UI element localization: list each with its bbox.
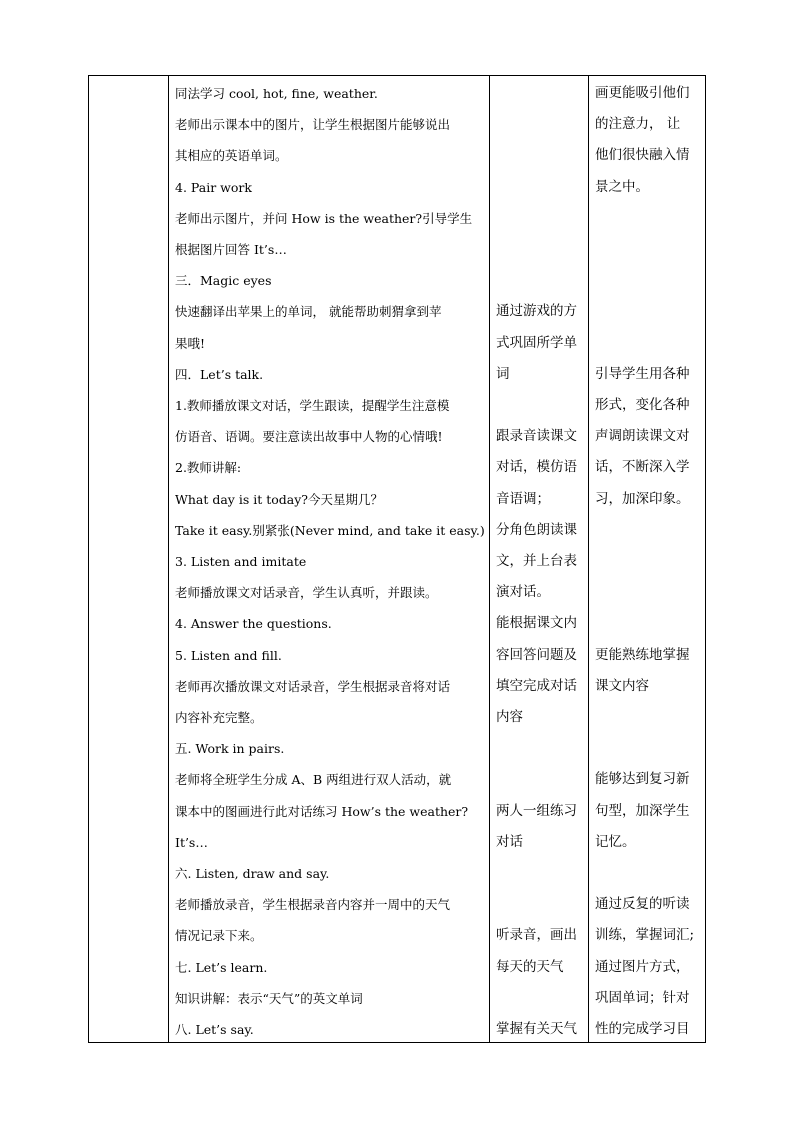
text-line: 分角色朗读课 — [496, 521, 577, 538]
text-line: 更能熟练地掌握 — [595, 646, 690, 663]
text-line: 情况记录下来。 — [175, 928, 263, 944]
text-line: 通过游戏的方 — [496, 303, 577, 320]
text-line: 内容 — [496, 709, 523, 725]
text-line: 景之中。 — [595, 178, 649, 195]
text-line: 跟录音读课文 — [496, 428, 577, 445]
text-line: 性的完成学习目 — [595, 1021, 690, 1037]
text-line: 句型，加深学生 — [595, 802, 690, 819]
text-line: 老师出示图片，并问 How is the weather?引导学生 — [175, 210, 473, 226]
text-line: 3. Listen and imitate — [175, 554, 307, 569]
text-line: 内容补充完整。 — [175, 710, 263, 725]
text-line: 能根据课文内 — [496, 615, 577, 632]
text-line: 听录音，画出 — [496, 927, 577, 944]
text-line: What day is it today?今天星期几？ — [175, 491, 383, 507]
text-line: 声调朗读课文对 — [595, 428, 690, 445]
text-line: 三．Magic eyes — [175, 273, 272, 289]
text-line: 5. Listen and fill. — [175, 647, 282, 663]
text-line: 能够达到复习新 — [595, 771, 690, 788]
text-line: 其相应的英语单词。 — [175, 148, 288, 164]
text-line: 训练，掌握词汇; — [595, 927, 695, 944]
text-line: 七. Let’s learn. — [175, 959, 268, 975]
text-line: 课本中的图画进行此对话练习 How’s the weather? — [175, 803, 469, 819]
lesson-plan-table — [88, 75, 706, 1043]
text-line: 八. Let’s say. — [175, 1022, 254, 1037]
text-line: 2.教师讲解: — [175, 460, 242, 476]
text-line: 掌握有关天气 — [496, 1021, 577, 1037]
text-line: 六. Listen, draw and say. — [175, 866, 330, 881]
text-line: 果哦! — [175, 335, 206, 351]
text-line: 他们很快融入情 — [595, 147, 690, 164]
text-line: 通过反复的听读 — [595, 896, 690, 913]
text-line: Take it easy.别紧张(Never mind, and take it easy.) — [175, 522, 485, 538]
text-line: 同法学习 cool, hot, fine, weather. — [175, 86, 378, 101]
text-line: 快速翻译出苹果上的单词， 就能帮助刺猬拿到苹 — [175, 304, 442, 320]
text-line: 四．Let’s talk. — [175, 366, 264, 382]
text-line: 习，加深印象。 — [595, 490, 690, 507]
text-line: 引导学生用各种 — [595, 365, 690, 382]
text-line: 演对话。 — [496, 584, 550, 601]
text-line: 容回答问题及 — [496, 646, 577, 663]
column-divider-3 — [588, 76, 589, 1042]
column-divider-2 — [489, 76, 490, 1042]
text-line: 每天的天气 — [496, 958, 564, 975]
text-line: 老师再次播放课文对话录音，学生根据录音将对话 — [175, 678, 451, 694]
text-line: 的注意力， 让 — [595, 116, 681, 133]
text-line: 老师播放录音，学生根据录音内容并一周中的天气 — [175, 897, 451, 913]
text-line: 知识讲解：表示“天气”的英文单词 — [175, 990, 363, 1006]
text-line: It’s… — [175, 834, 208, 850]
text-line: 词 — [496, 365, 510, 382]
text-line: 五. Work in pairs. — [175, 741, 285, 757]
text-line: 画更能吸引他们 — [595, 85, 690, 101]
text-line: 话，不断深入学 — [595, 459, 690, 476]
text-line: 老师将全班学生分成 A、B 两组进行双人活动，就 — [175, 772, 452, 788]
text-line: 对话，模仿语 — [496, 459, 577, 476]
text-line: 4. Pair work — [175, 179, 252, 195]
text-line: 两人一组练习 — [496, 802, 577, 819]
text-line: 记忆。 — [595, 833, 636, 850]
column-divider-1 — [168, 76, 169, 1042]
text-line: 音语调； — [496, 490, 550, 507]
text-line: 通过图片方式， — [595, 958, 690, 975]
text-line: 对话 — [496, 833, 523, 850]
text-line: 1.教师播放课文对话，学生跟读，提醒学生注意模 — [175, 398, 450, 413]
text-line: 4. Answer the questions. — [175, 616, 332, 632]
text-line: 老师出示课本中的图片，让学生根据图片能够说出 — [175, 117, 451, 133]
text-line: 形式，变化各种 — [595, 397, 690, 413]
text-line: 老师播放课文对话录音，学生认真听，并跟读。 — [175, 585, 438, 601]
text-line: 仿语音、语调。要注意读出故事中人物的心情哦! — [175, 429, 443, 445]
text-line: 根据图片回答 It’s… — [175, 242, 287, 257]
text-line: 巩固单词；针对 — [595, 989, 690, 1006]
text-line: 课文内容 — [595, 677, 649, 694]
text-line: 文，并上台表 — [496, 553, 577, 569]
text-line: 填空完成对话 — [496, 677, 577, 694]
text-line: 式巩固所学单 — [496, 334, 577, 351]
